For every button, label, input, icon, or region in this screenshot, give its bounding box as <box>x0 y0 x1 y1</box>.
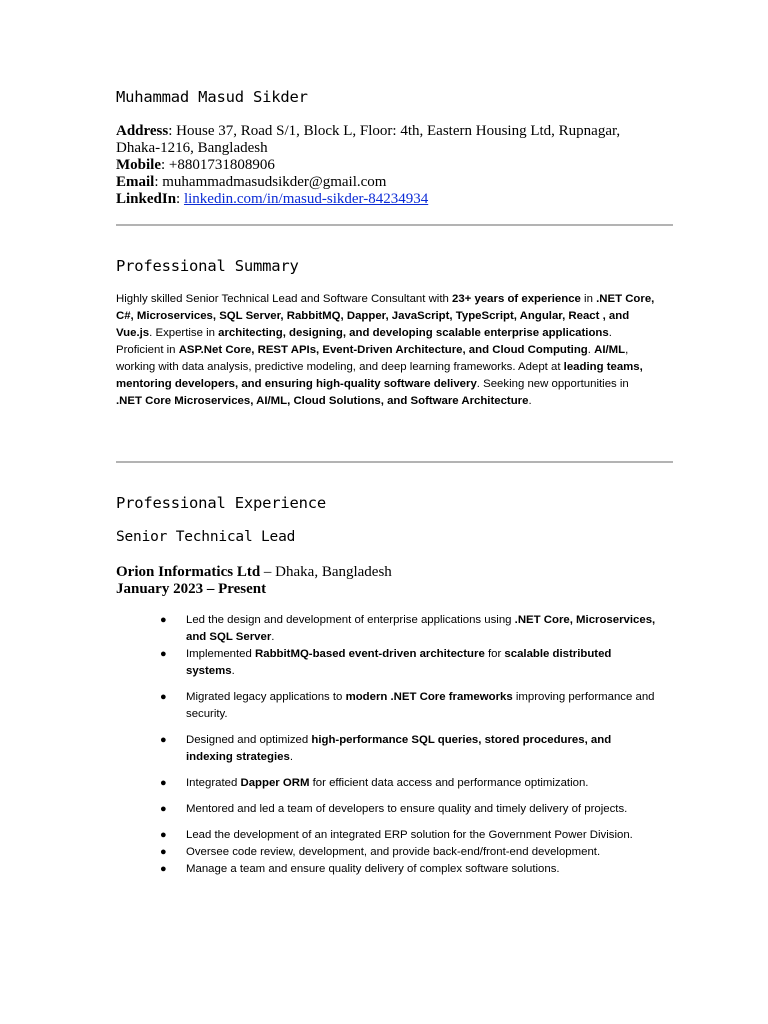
duty-item <box>160 775 660 792</box>
bullet-icon: ● <box>160 648 167 660</box>
employer-block <box>116 564 392 598</box>
emphasis-text: scalable distributed systems <box>186 648 612 677</box>
duty-item <box>160 646 660 680</box>
emphasis-text: 23+ years of experience <box>452 293 581 305</box>
body-text: Oversee code review, development, and provide back-end/front-end development. <box>186 846 601 858</box>
body-text: Led the design and development of enterprise applications using <box>186 614 515 626</box>
job-title: Senior Technical Lead <box>116 529 296 545</box>
mobile-value: +8801731808906 <box>168 157 275 173</box>
duty-item <box>160 689 660 723</box>
duties-list <box>160 612 660 878</box>
bullet-icon: ● <box>160 777 167 789</box>
duty-item <box>160 827 660 844</box>
emphasis-text: modern .NET Core frameworks <box>345 691 513 703</box>
section-divider <box>116 224 673 226</box>
bullet-icon: ● <box>160 846 167 858</box>
emphasis-text: ASP.Net Core, REST APIs, Event-Driven Architecture, and Cloud Computing <box>178 344 588 356</box>
body-text: improving performance and security. <box>186 691 655 720</box>
body-text: Migrated legacy applications to <box>186 691 346 703</box>
body-text: . Proficient in <box>116 327 612 356</box>
emphasis-text: RabbitMQ-based event-driven architecture <box>255 648 485 660</box>
emphasis-text: high-performance SQL queries, stored procedures, and indexing strategies <box>186 734 612 763</box>
bullet-icon: ● <box>160 691 167 703</box>
address-label: Address <box>116 123 169 139</box>
duty-item <box>160 732 660 766</box>
employer-line <box>116 564 392 581</box>
experience-heading: Professional Experience <box>116 494 327 512</box>
linkedin-link[interactable]: linkedin.com/in/masud-sikder-84234934 <box>183 191 429 207</box>
body-text: Lead the development of an integrated ERP solution for the Government Power Division. <box>186 829 633 841</box>
body-text: Implemented <box>186 648 256 660</box>
linkedin-label: LinkedIn <box>116 191 177 207</box>
body-text: . <box>289 751 293 763</box>
company-name: Orion Informatics Ltd <box>116 564 261 580</box>
job-period: January 2023 – Present <box>116 581 267 597</box>
candidate-name: Muhammad Masud Sikder <box>116 88 308 106</box>
body-text: Designed and optimized <box>186 734 312 746</box>
body-text: . <box>231 665 235 677</box>
body-text: Manage a team and ensure quality delivery of complex software solutions. <box>186 863 560 875</box>
emphasis-text: Dapper ORM <box>240 777 310 789</box>
body-text: Highly skilled Senior Technical Lead and Software Consultant with <box>116 293 453 305</box>
bullet-icon: ● <box>160 829 167 841</box>
mobile-line: Mobile: +8801731808906 <box>116 157 275 173</box>
body-text: . <box>587 344 595 356</box>
company-location: – Dhaka, Bangladesh <box>260 564 392 580</box>
body-text: in <box>580 293 597 305</box>
section-divider <box>116 461 673 463</box>
body-text: . Expertise in <box>149 327 219 339</box>
emphasis-text: architecting, designing, and developing scalable enterprise applications <box>218 327 609 339</box>
emphasis-text: leading teams, mentoring developers, and ensuring high-quality software delivery <box>116 361 643 390</box>
body-text: Integrated <box>186 777 241 789</box>
address-value: House 37, Road S/1, Block L, Floor: 4th, Eastern Housing Ltd, Rupnagar, Dhaka-1216, Bangladesh <box>116 123 621 156</box>
body-text: . <box>271 631 275 643</box>
body-text: for <box>484 648 505 660</box>
duty-item <box>160 861 660 878</box>
body-text: Mentored and led a team of developers to ensure quality and timely delivery of projects. <box>186 803 628 815</box>
bullet-icon: ● <box>160 863 167 875</box>
duty-item <box>160 801 660 818</box>
linkedin-line: LinkedIn: linkedin.com/in/masud-sikder-84234934 <box>116 191 429 207</box>
contact-block <box>116 123 656 208</box>
mobile-label: Mobile <box>116 157 161 173</box>
emphasis-text: .NET Core Microservices, AI/ML, Cloud Solutions, and Software Architecture <box>116 395 529 407</box>
emphasis-text: AI/ML <box>594 344 626 356</box>
bullet-icon: ● <box>160 803 167 815</box>
summary-heading: Professional Summary <box>116 257 299 275</box>
email-line: Email: muhammadmasudsikder@gmail.com <box>116 174 387 190</box>
body-text: . Seeking new opportunities in <box>476 378 629 390</box>
address-line: Address: House 37, Road S/1, Block L, Floor: 4th, Eastern Housing Ltd, Rupnagar, Dhaka-1216, Bangladesh <box>116 123 621 156</box>
duty-item <box>160 612 660 646</box>
body-text: . <box>528 395 532 407</box>
bullet-icon: ● <box>160 614 167 626</box>
bullet-icon: ● <box>160 734 167 746</box>
email-value: muhammadmasudsikder@gmail.com <box>162 174 387 190</box>
body-text: for efficient data access and performance optimization. <box>309 777 589 789</box>
duty-item <box>160 844 660 861</box>
emphasis-text: .NET Core, C#, Microservices, SQL Server, RabbitMQ, Dapper, JavaScript, TypeScript, Angular, React , and Vue.js <box>116 293 655 339</box>
body-text: , working with data analysis, predictive modeling, and deep learning frameworks. Adept at <box>116 344 629 373</box>
emphasis-text: .NET Core, Microservices, and SQL Server <box>186 614 656 643</box>
summary-paragraph <box>116 291 656 410</box>
email-label: Email <box>116 174 155 190</box>
